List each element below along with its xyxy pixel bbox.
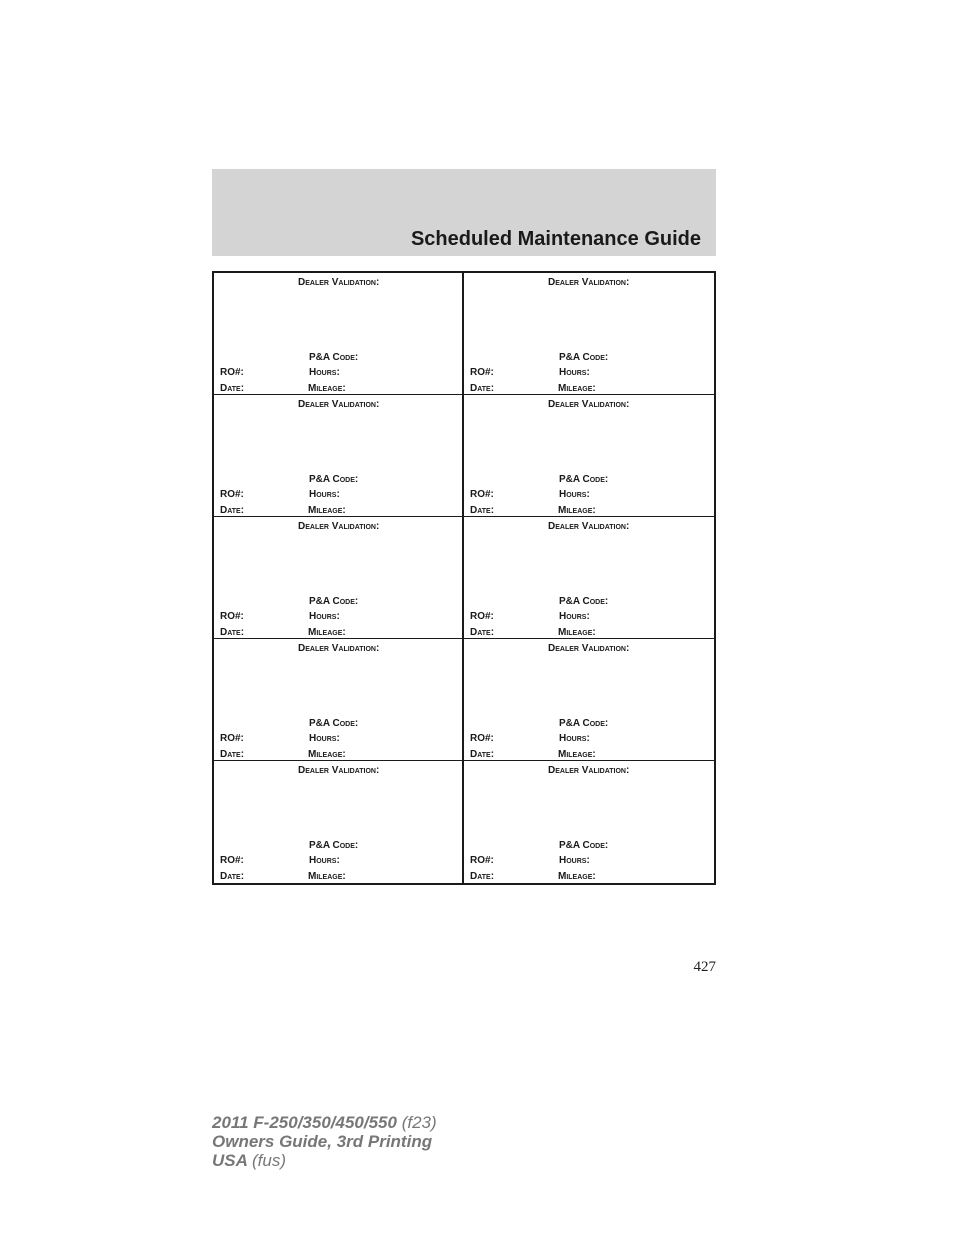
ro-label: RO#:: [470, 733, 494, 744]
hours-label: Hours:: [309, 855, 340, 866]
date-label: Date:: [220, 505, 245, 516]
record-cell: [464, 395, 714, 517]
mileage-label: Mileage:: [558, 383, 596, 394]
pa-code-label: P&A Code:: [309, 596, 359, 607]
date-label: Date:: [470, 749, 495, 760]
footer-market: USA: [212, 1151, 248, 1170]
dealer-validation-label: Dealer Validation:: [548, 399, 630, 410]
footer-model: 2011 F-250/350/450/550: [212, 1113, 397, 1132]
hours-label: Hours:: [559, 489, 590, 500]
pa-code-label: P&A Code:: [309, 474, 359, 485]
footer-model-code: (f23): [401, 1113, 437, 1132]
mileage-label: Mileage:: [308, 627, 346, 638]
dealer-validation-label: Dealer Validation:: [548, 765, 630, 776]
mileage-label: Mileage:: [558, 749, 596, 760]
ro-label: RO#:: [470, 611, 494, 622]
pa-code-label: P&A Code:: [309, 718, 359, 729]
record-cell: [464, 273, 714, 395]
footer-line-1: [212, 1113, 437, 1132]
date-label: Date:: [220, 871, 245, 882]
pa-code-label: P&A Code:: [559, 718, 609, 729]
mileage-label: Mileage:: [558, 505, 596, 516]
record-cell: [214, 639, 464, 761]
pa-code-label: P&A Code:: [309, 840, 359, 851]
ro-label: RO#:: [220, 489, 244, 500]
mileage-label: Mileage:: [558, 871, 596, 882]
footer-imprint: [212, 1113, 437, 1170]
maintenance-record-grid: [212, 271, 716, 885]
hours-label: Hours:: [559, 611, 590, 622]
dealer-validation-label: Dealer Validation:: [298, 277, 380, 288]
footer-market-code: (fus): [252, 1151, 286, 1170]
record-cell: [214, 761, 464, 883]
ro-label: RO#:: [470, 367, 494, 378]
ro-label: RO#:: [470, 489, 494, 500]
header-band: [212, 169, 716, 256]
dealer-validation-label: Dealer Validation:: [298, 765, 380, 776]
dealer-validation-label: Dealer Validation:: [298, 399, 380, 410]
date-label: Date:: [470, 871, 495, 882]
pa-code-label: P&A Code:: [559, 840, 609, 851]
pa-code-label: P&A Code:: [559, 596, 609, 607]
footer-line-3: [212, 1151, 437, 1170]
mileage-label: Mileage:: [308, 749, 346, 760]
ro-label: RO#:: [220, 611, 244, 622]
mileage-label: Mileage:: [308, 383, 346, 394]
record-cell: [464, 761, 714, 883]
date-label: Date:: [220, 627, 245, 638]
record-cell: [214, 517, 464, 639]
ro-label: RO#:: [470, 855, 494, 866]
dealer-validation-label: Dealer Validation:: [548, 643, 630, 654]
date-label: Date:: [470, 383, 495, 394]
date-label: Date:: [470, 505, 495, 516]
date-label: Date:: [220, 749, 245, 760]
hours-label: Hours:: [309, 611, 340, 622]
ro-label: RO#:: [220, 855, 244, 866]
date-label: Date:: [470, 627, 495, 638]
ro-label: RO#:: [220, 733, 244, 744]
footer-edition: Owners Guide, 3rd Printing: [212, 1132, 433, 1151]
pa-code-label: P&A Code:: [559, 352, 609, 363]
hours-label: Hours:: [309, 367, 340, 378]
date-label: Date:: [220, 383, 245, 394]
dealer-validation-label: Dealer Validation:: [548, 277, 630, 288]
page-title: Scheduled Maintenance Guide: [410, 228, 701, 250]
hours-label: Hours:: [559, 855, 590, 866]
hours-label: Hours:: [559, 733, 590, 744]
hours-label: Hours:: [559, 367, 590, 378]
pa-code-label: P&A Code:: [309, 352, 359, 363]
mileage-label: Mileage:: [308, 505, 346, 516]
record-cell: [464, 639, 714, 761]
ro-label: RO#:: [220, 367, 244, 378]
pa-code-label: P&A Code:: [559, 474, 609, 485]
record-cell: [464, 517, 714, 639]
page-number: 427: [693, 959, 716, 975]
record-cell: [214, 273, 464, 395]
dealer-validation-label: Dealer Validation:: [298, 643, 380, 654]
mileage-label: Mileage:: [558, 627, 596, 638]
footer-line-2: [212, 1132, 437, 1151]
hours-label: Hours:: [309, 733, 340, 744]
record-cell: [214, 395, 464, 517]
hours-label: Hours:: [309, 489, 340, 500]
mileage-label: Mileage:: [308, 871, 346, 882]
dealer-validation-label: Dealer Validation:: [548, 521, 630, 532]
dealer-validation-label: Dealer Validation:: [298, 521, 380, 532]
